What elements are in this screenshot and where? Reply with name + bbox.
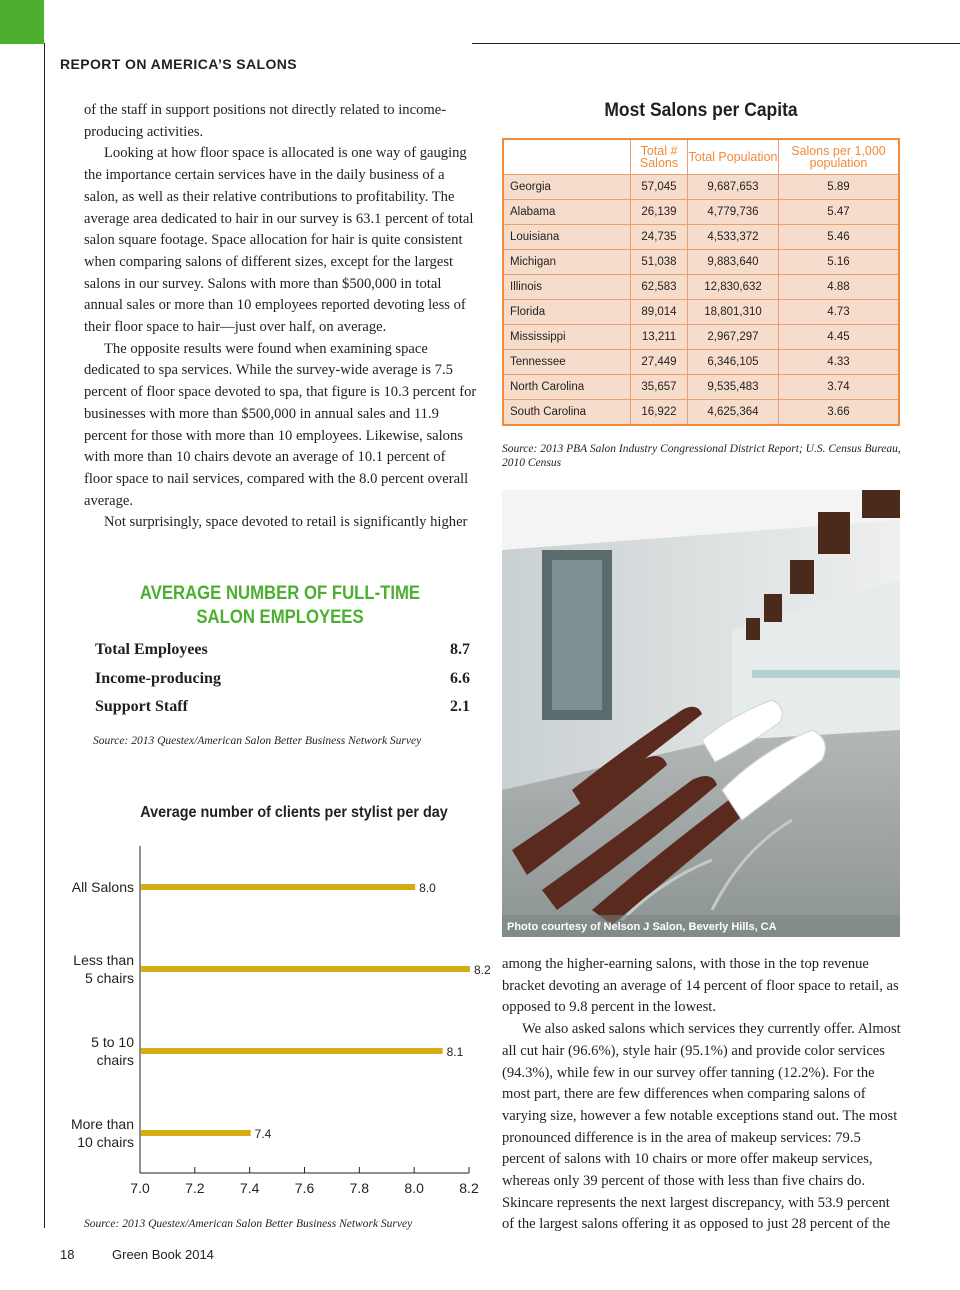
table-cell: 4,533,372 bbox=[688, 225, 779, 250]
employees-source: Source: 2013 Questex/American Salon Better Business Network Survey bbox=[93, 735, 422, 747]
table-cell: 4.73 bbox=[779, 300, 900, 325]
state-name-cell: Michigan bbox=[503, 250, 631, 275]
table-row bbox=[503, 375, 899, 400]
bar-value-label: 7.4 bbox=[254, 1127, 272, 1141]
table-corner bbox=[503, 139, 631, 175]
bar-value-label: 8.1 bbox=[446, 1045, 464, 1059]
table-cell: 13,211 bbox=[631, 325, 688, 350]
state-name-cell: Illinois bbox=[503, 275, 631, 300]
table-cell: 5.47 bbox=[779, 200, 900, 225]
capita-table-title: Most Salons per Capita bbox=[604, 100, 798, 121]
paragraph: We also asked salons which services they currently offer. Almost all cut hair (96.6%), style hair (95.1%) and provide color services (94.3%), while few in our survey offer tanning (12.2%). For the most part, there are few differences when comparing salons of varying size, however a few notable exceptions stand out. The most pronounced difference is in the area of makeup services: 79.5 percent of salons with 10 chairs or more offer makeup services, whereas only 39 percent of those with less than five chairs do. Skincare represents the next largest discrepancy, with 53.9 percent of the largest salons offering it as opposed to just 28 percent of the bbox=[502, 1021, 901, 1233]
x-tick-label: 8.0 bbox=[404, 1180, 424, 1196]
section-title: REPORT ON AMERICA’S SALONS bbox=[60, 56, 298, 72]
table-cell: 3.74 bbox=[779, 375, 900, 400]
chart-title: Average number of clients per stylist per day bbox=[140, 804, 448, 821]
x-tick-label: 8.2 bbox=[459, 1180, 479, 1196]
table-row bbox=[503, 325, 899, 350]
table-cell: 4,779,736 bbox=[688, 200, 779, 225]
employees-row-value: 2.1 bbox=[450, 698, 470, 715]
table-cell: 9,883,640 bbox=[688, 250, 779, 275]
table-cell: 3.66 bbox=[779, 400, 900, 426]
column-header-population: Total Population bbox=[688, 139, 779, 175]
table-cell: 2,967,297 bbox=[688, 325, 779, 350]
capita-source: Source: 2013 PBA Salon Industry Congressional District Report; U.S. Census Bureau, 2010 Census bbox=[502, 443, 901, 469]
state-name-cell: South Carolina bbox=[503, 400, 631, 426]
table-cell: 89,014 bbox=[631, 300, 688, 325]
x-tick-label: 7.6 bbox=[294, 1180, 315, 1196]
table-cell: 57,045 bbox=[631, 175, 688, 200]
category-label: All Salons bbox=[71, 879, 134, 895]
column-header-salons: Total # Salons bbox=[631, 139, 688, 175]
employees-title-line1: AVERAGE NUMBER OF FULL-TIME bbox=[139, 583, 421, 604]
paragraph: of the staff in support positions not directly related to income-producing activities. bbox=[84, 102, 447, 140]
table-cell: 5.46 bbox=[779, 225, 900, 250]
table-cell: 9,687,653 bbox=[688, 175, 779, 200]
publication-name: Green Book 2014 bbox=[112, 1247, 214, 1262]
bar bbox=[141, 1130, 251, 1136]
x-tick-label: 7.2 bbox=[185, 1180, 205, 1196]
section-color-tab bbox=[0, 0, 44, 44]
salon-photo bbox=[502, 490, 900, 937]
category-label: 5 chairs bbox=[84, 970, 134, 986]
table-row bbox=[503, 200, 899, 225]
column-header-per-1000: Salons per 1,000 population bbox=[779, 139, 900, 175]
state-name-cell: Mississippi bbox=[503, 325, 631, 350]
left-rule bbox=[44, 43, 45, 1228]
bar bbox=[141, 884, 415, 890]
table-row bbox=[503, 175, 899, 200]
employees-title bbox=[108, 582, 453, 630]
table-cell: 5.89 bbox=[779, 175, 900, 200]
state-name-cell: Tennessee bbox=[503, 350, 631, 375]
x-tick-label: 7.4 bbox=[239, 1180, 260, 1196]
employees-row-label: Income-producing bbox=[95, 670, 221, 687]
state-name-cell: North Carolina bbox=[503, 375, 631, 400]
employees-row-label: Support Staff bbox=[95, 698, 188, 715]
x-tick-label: 7.8 bbox=[349, 1180, 370, 1196]
state-name-cell: Alabama bbox=[503, 200, 631, 225]
category-label: chairs bbox=[96, 1052, 134, 1068]
state-name-cell: Louisiana bbox=[503, 225, 631, 250]
table-cell: 4.45 bbox=[779, 325, 900, 350]
table-cell: 12,830,632 bbox=[688, 275, 779, 300]
bar bbox=[141, 966, 470, 972]
salons-per-capita-table bbox=[502, 138, 900, 426]
state-name-cell: Florida bbox=[503, 300, 631, 325]
state-name-cell: Georgia bbox=[503, 175, 631, 200]
category-label: 5 to 10 bbox=[91, 1034, 134, 1050]
clients-per-stylist-chart bbox=[60, 836, 500, 1206]
table-cell: 26,139 bbox=[631, 200, 688, 225]
paragraph: The opposite results were found when examining space dedicated to spa services. While the survey-wide average is 7.5 percent of floor space devoted to spa, that figure is 10.3 percent for businesses with more than $500,000 in annual sales and 11.9 percent for those with more than 10 employees. Likewise, salons with more than 10 chairs devote an average of 10.1 percent of floor space to nail services, compared with the 8.0 percent overall average. bbox=[84, 340, 477, 509]
bar-value-label: 8.0 bbox=[419, 881, 436, 895]
body-text-right bbox=[502, 954, 902, 1236]
top-rule bbox=[472, 43, 960, 44]
table-row bbox=[503, 275, 899, 300]
table-cell: 9,535,483 bbox=[688, 375, 779, 400]
table-cell: 27,449 bbox=[631, 350, 688, 375]
table-cell: 4.88 bbox=[779, 275, 900, 300]
body-text-left bbox=[84, 100, 477, 534]
paragraph: among the higher-earning salons, with those in the top revenue bracket devoting an average of 14 percent of floor space to retail, as opposed to 9.8 percent in the lowest. bbox=[502, 956, 899, 1016]
table-cell: 4,625,364 bbox=[688, 400, 779, 426]
table-cell: 51,038 bbox=[631, 250, 688, 275]
category-label: More than bbox=[70, 1116, 134, 1132]
employees-row-label: Total Employees bbox=[95, 641, 208, 658]
table-row bbox=[503, 250, 899, 275]
table-row bbox=[503, 300, 899, 325]
salon-interior-illustration bbox=[502, 490, 900, 937]
category-label: Less than bbox=[73, 952, 134, 968]
table-cell: 5.16 bbox=[779, 250, 900, 275]
table-row bbox=[503, 400, 899, 426]
table-cell: 18,801,310 bbox=[688, 300, 779, 325]
table-cell: 24,735 bbox=[631, 225, 688, 250]
table-row bbox=[503, 350, 899, 375]
table-cell: 6,346,105 bbox=[688, 350, 779, 375]
chart-source: Source: 2013 Questex/American Salon Better Business Network Survey bbox=[84, 1218, 413, 1230]
table-cell: 16,922 bbox=[631, 400, 688, 426]
bar bbox=[141, 1048, 443, 1054]
capita-table-body bbox=[503, 175, 899, 426]
x-tick-label: 7.0 bbox=[130, 1180, 150, 1196]
paragraph: Not surprisingly, space devoted to retail is significantly higher bbox=[104, 514, 468, 531]
photo-caption: Photo courtesy of Nelson J Salon, Beverly Hills, CA bbox=[507, 921, 777, 933]
category-label: 10 chairs bbox=[77, 1134, 134, 1150]
page-number: 18 bbox=[60, 1247, 75, 1262]
employees-title-line2: SALON EMPLOYEES bbox=[196, 607, 364, 628]
bar-value-label: 8.2 bbox=[474, 963, 491, 977]
table-row bbox=[503, 225, 899, 250]
paragraph: Looking at how floor space is allocated is one way of gauging the importance certain services have in the daily business of a salon, as well as their relative contributions to profitability. The average area dedicated to hair in our survey is 63.1 percent of total salon square footage. Space allocation for hair is quite consistent when comparing salons of different sizes, except for the largest salons in our survey. Salons with more than $500,000 in total annual sales or more than 10 employees reported devoting less of their floor space to hair—just over half, on average. bbox=[84, 145, 474, 336]
table-cell: 35,657 bbox=[631, 375, 688, 400]
employees-row-value: 6.6 bbox=[450, 670, 470, 687]
table-cell: 62,583 bbox=[631, 275, 688, 300]
table-cell: 4.33 bbox=[779, 350, 900, 375]
employees-row-value: 8.7 bbox=[450, 641, 470, 658]
